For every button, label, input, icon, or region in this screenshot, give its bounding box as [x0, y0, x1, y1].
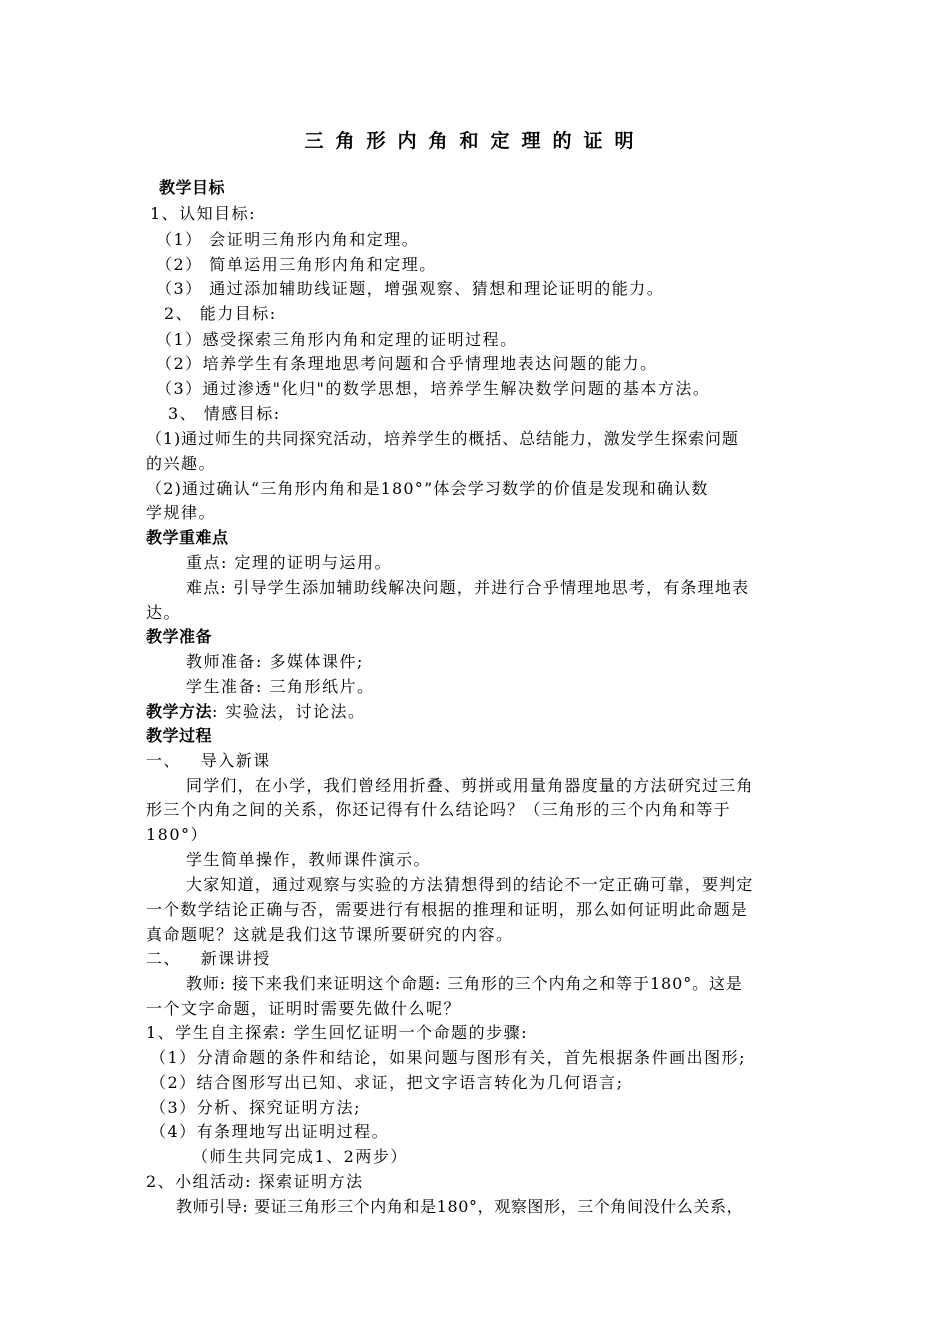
emotion-goal-1-line1: （1)通过师生的共同探究活动，培养学生的概括、总结能力，激发学生探索问题	[146, 429, 739, 448]
reasoning-paragraph-line2: 一个数学结论正确与否，需要进行有根据的推理和证明，那么如何证明此命题是	[146, 900, 749, 919]
cognitive-goal-3: （3） 通过添加辅助线证题，增强观察、猜想和理论证明的能力。	[156, 279, 665, 298]
part2-heading: 二、 新课讲授	[146, 949, 271, 968]
reasoning-paragraph-line1: 大家知道，通过观察与实验的方法猜想得到的结论不一定正确可靠，要判定	[186, 875, 754, 894]
emotion-goal-2-line2: 学规律。	[146, 503, 217, 522]
teaching-method	[146, 702, 366, 722]
proof-steps-note: （师生共同完成1、2两步）	[192, 1147, 408, 1166]
difficulty-line2: 达。	[146, 603, 182, 622]
emotion-goal-2-line1: （2)通过确认“三角形内角和是180°”体会学习数学的价值是发现和确认数	[146, 479, 709, 498]
part1-heading: 一、 导入新课	[146, 751, 271, 770]
student-preparation: 学生准备: 三角形纸片。	[186, 677, 375, 696]
intro-paragraph-line2: 形三个内角之间的关系，你还记得有什么结论吗？（三角形的三个内角和等于	[146, 800, 731, 819]
ability-goal-1: （1）感受探索三角形内角和定理的证明过程。	[156, 330, 518, 349]
proof-step-2: （2）结合图形写出已知、求证，把文字语言转化为几何语言;	[150, 1073, 624, 1092]
teacher-guidance: 教师引导: 要证三角形三个内角和是180°，观察图形，三个角间没什么关系，	[176, 1197, 744, 1216]
keypoints-heading: 教学重难点	[146, 528, 229, 547]
teacher-question-line2: 一个文字命题，证明时需要先做什么呢？	[146, 999, 462, 1018]
difficulty-line1: 难点: 引导学生添加辅助线解决问题，并进行合乎情理地思考，有条理地表	[186, 578, 750, 597]
demo-paragraph: 学生简单操作，教师课件演示。	[186, 850, 432, 869]
method-label: 教学方法	[146, 702, 213, 721]
cognitive-goals-heading: 1、认知目标:	[150, 204, 257, 223]
cognitive-goal-1: （1） 会证明三角形内角和定理。	[156, 230, 420, 249]
intro-paragraph-line1: 同学们，在小学，我们曾经用折叠、剪拼或用量角器度量的方法研究过三角	[186, 776, 754, 795]
proof-step-4: （4）有条理地写出证明过程。	[150, 1122, 390, 1141]
teacher-preparation: 教师准备: 多媒体课件;	[186, 652, 364, 671]
cognitive-goal-2: （2） 简单运用三角形内角和定理。	[156, 255, 437, 274]
emotion-goals-heading: 3、 情感目标:	[168, 404, 281, 423]
document-title: 三角形内角和定理的证明	[304, 130, 646, 152]
proof-steps-heading: 1、学生自主探索: 学生回忆证明一个命题的步骤:	[146, 1023, 529, 1042]
ability-goals-heading: 2、 能力目标:	[164, 304, 277, 323]
preparation-heading: 教学准备	[146, 627, 213, 646]
method-text: : 实验法，讨论法。	[212, 702, 366, 721]
ability-goal-2: （2）培养学生有条理地思考问题和合乎情理地表达问题的能力。	[156, 354, 658, 373]
ability-goal-3: （3）通过渗透"化归"的数学思想，培养学生解决数学问题的基本方法。	[156, 379, 711, 398]
key-point: 重点: 定理的证明与运用。	[186, 553, 392, 572]
group-activity-heading: 2、小组活动: 探索证明方法	[146, 1172, 364, 1191]
emotion-goal-1-line2: 的兴趣。	[146, 454, 217, 473]
teacher-question-line1: 教师: 接下来我们来证明这个命题: 三角形的三个内角之和等于180°。这是	[186, 974, 743, 993]
proof-step-3: （3）分析、探究证明方法;	[150, 1098, 362, 1117]
process-heading: 教学过程	[146, 726, 213, 745]
proof-step-1: （1）分清命题的条件和结论，如果问题与图形有关，首先根据条件画出图形;	[150, 1048, 747, 1067]
reasoning-paragraph-line3: 真命题呢？这就是我们这节课所要研究的内容。	[146, 925, 514, 944]
objectives-heading: 教学目标	[159, 178, 226, 197]
intro-paragraph-line3: 180°）	[146, 825, 209, 844]
